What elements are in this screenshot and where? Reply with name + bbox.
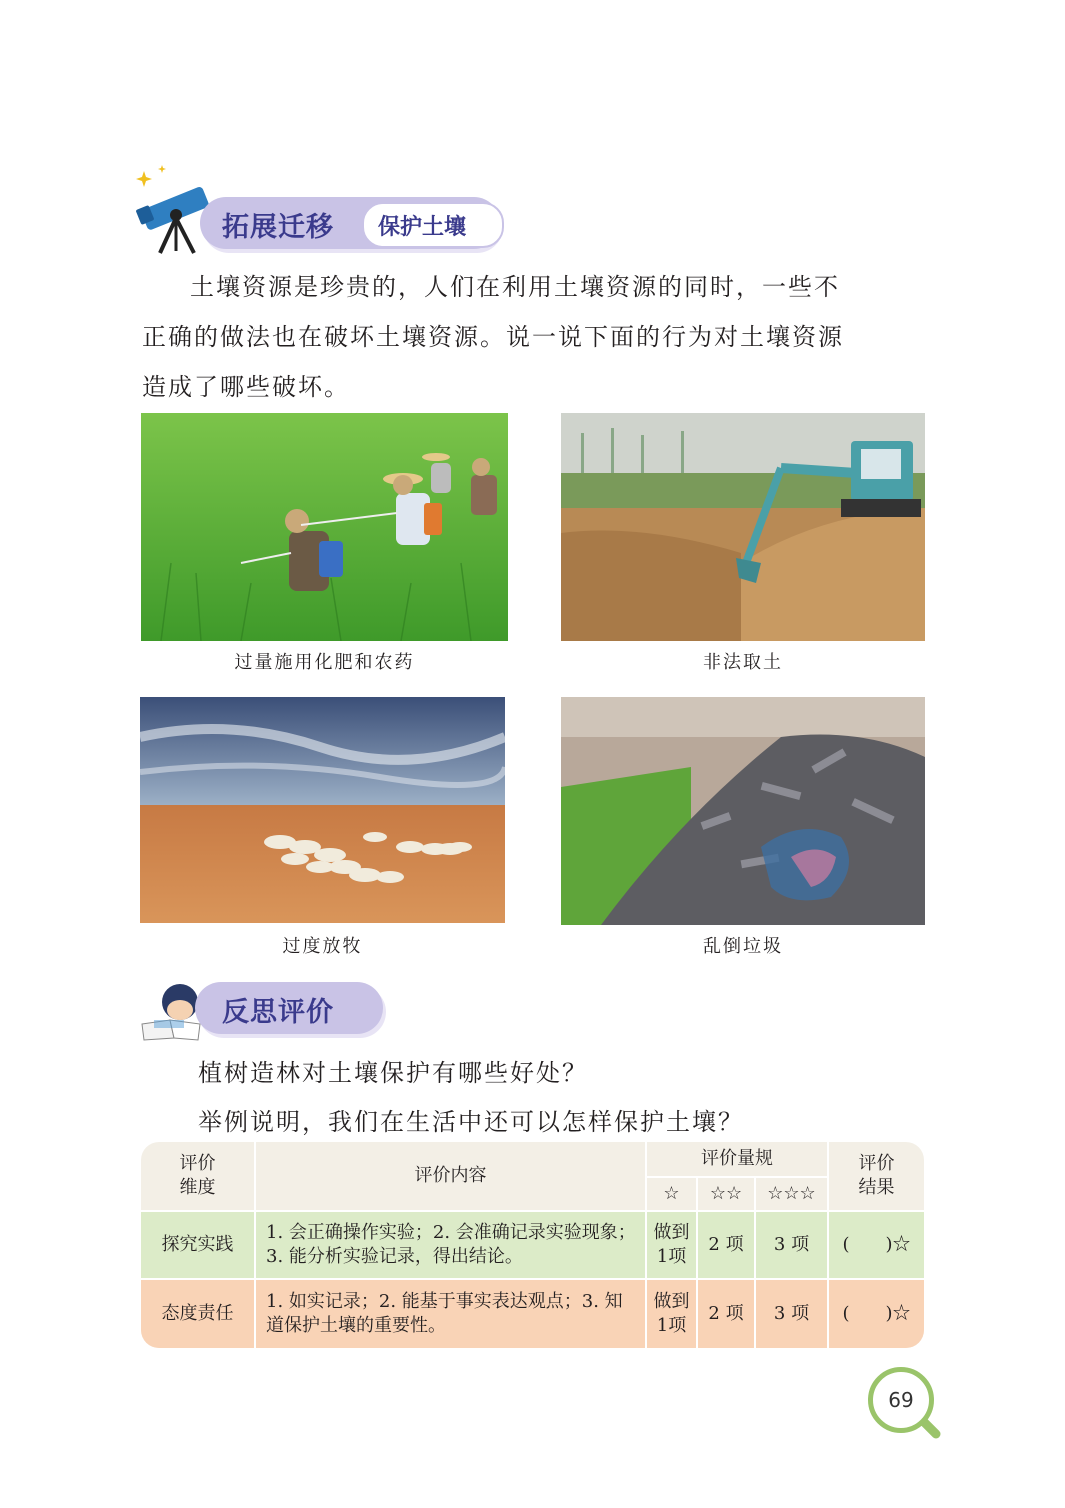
header-result: 评价结果: [858, 1153, 895, 1198]
header-star-2: ☆☆: [709, 1183, 743, 1204]
header-rubric: 评价量规: [701, 1148, 773, 1169]
row1-content: 1. 会正确操作实验；2. 会准确记录实验现象；3. 能分析实验记录，得出结论。: [266, 1222, 636, 1267]
intro-line-2: 正确的做法也在破坏土壤资源。说一说下面的行为对土壤资源: [142, 323, 844, 351]
photo-illegal-soil: [561, 413, 925, 641]
evaluation-table: [141, 1142, 924, 1348]
row2-content: 1. 如实记录；2. 能基于事实表达观点；3. 知道保护土壤的重要性。: [266, 1291, 623, 1336]
row2-level-3: 3 项: [773, 1303, 810, 1324]
header-star-3: ☆☆☆: [767, 1183, 816, 1204]
row1-result[interactable]: ( )☆: [842, 1234, 911, 1255]
row1-level-2: 2 项: [708, 1234, 744, 1255]
caption-garbage-dumping: 乱倒垃圾: [703, 936, 783, 957]
row1-level-3: 3 项: [773, 1234, 810, 1255]
row1-level-1: 做到1项: [653, 1222, 690, 1267]
question-1: 植树造林对土壤保护有哪些好处？: [198, 1059, 588, 1087]
row2-level-2: 2 项: [708, 1303, 744, 1324]
question-2: 举例说明，我们在生活中还可以怎样保护土壤？: [198, 1108, 744, 1136]
section-title-reflection: 反思评价: [222, 997, 334, 1028]
photo-fertilizer-pesticide: [141, 413, 508, 641]
caption-overgrazing: 过度放牧: [282, 936, 363, 957]
row2-result[interactable]: ( )☆: [842, 1303, 911, 1324]
intro-line-3: 造成了哪些破坏。: [142, 373, 350, 401]
intro-line-1: 土壤资源是珍贵的，人们在利用土壤资源的同时，一些不: [190, 273, 840, 301]
section-subtitle-protect-soil: 保护土壤: [378, 215, 467, 240]
header-star-1: ☆: [663, 1183, 680, 1204]
row2-level-1: 做到1项: [653, 1291, 690, 1336]
caption-illegal-soil: 非法取土: [703, 652, 783, 673]
photo-garbage-dumping: [561, 697, 925, 925]
header-dimension: 评价维度: [179, 1153, 216, 1198]
page-number: 69: [868, 1367, 934, 1433]
row2-dimension: 态度责任: [161, 1303, 234, 1324]
caption-fertilizer-pesticide: 过量施用化肥和农药: [234, 652, 415, 673]
section-title-extension: 拓展迁移: [222, 212, 334, 243]
photo-overgrazing: [140, 697, 505, 923]
header-content: 评价内容: [414, 1165, 487, 1186]
row1-dimension: 探究实践: [161, 1234, 234, 1255]
